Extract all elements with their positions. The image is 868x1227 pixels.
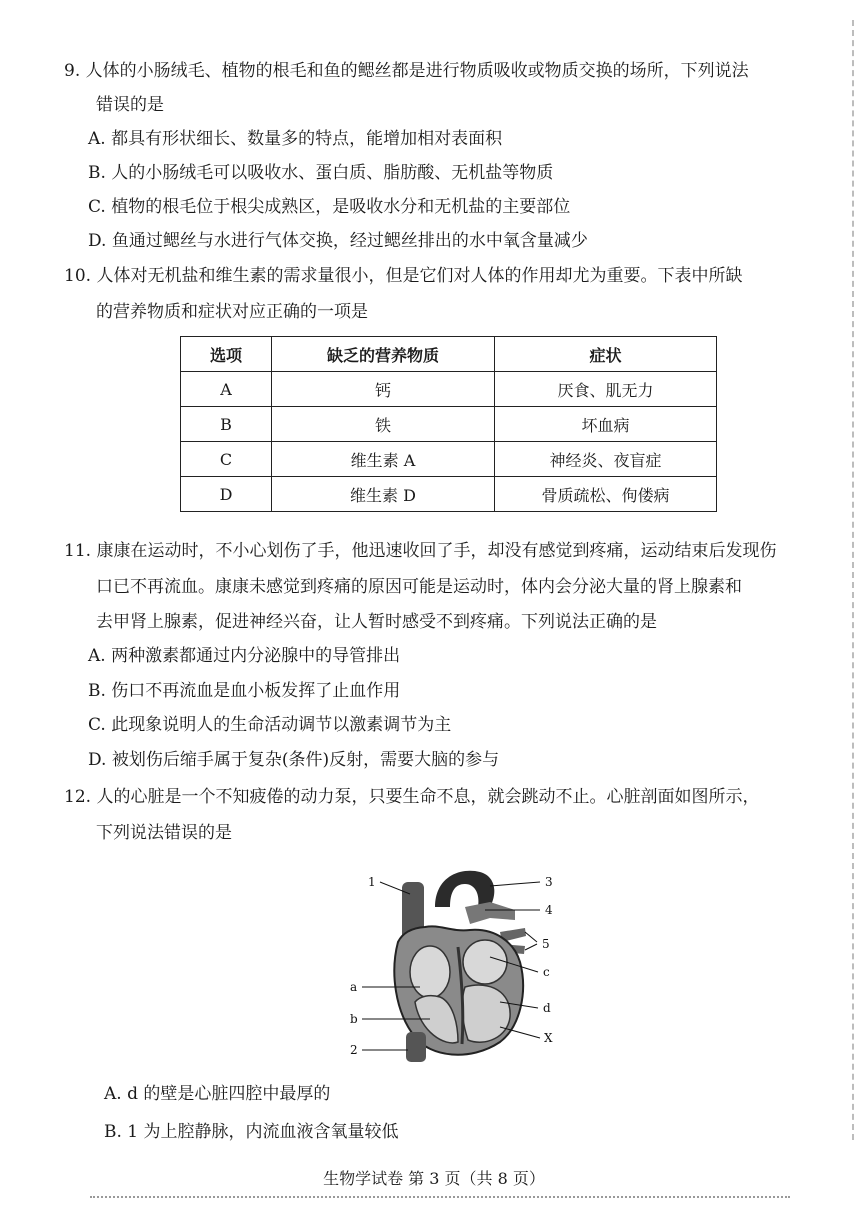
bottom-divider <box>90 1196 790 1202</box>
q9-option-d: D. 鱼通过鳃丝与水进行气体交换，经过鳃丝排出的水中氧含量减少 <box>88 231 588 251</box>
q10-stem-line1: 10. 人体对无机盐和维生素的需求量很小，但是它们对人体的作用却尤为重要。下表中所缺 <box>64 266 743 286</box>
table-cell: B <box>181 407 272 442</box>
q11-stem-line3: 去甲肾上腺素，促进神经兴奋，让人暂时感受不到疼痛。下列说法正确的是 <box>96 612 657 632</box>
q11-option-c: C. 此现象说明人的生命活动调节以激素调节为主 <box>88 715 452 735</box>
label-x: X <box>544 1031 553 1045</box>
q10-stem-line2: 的营养物质和症状对应正确的一项是 <box>96 302 368 322</box>
label-4: 4 <box>545 903 553 917</box>
table-header-nutrient: 缺乏的营养物质 <box>272 337 495 372</box>
table-cell: 铁 <box>272 407 495 442</box>
q12-stem-line1: 12. 人的心脏是一个不知疲倦的动力泵，只要生命不息，就会跳动不止。心脏剖面如图所示， <box>64 787 760 807</box>
q11-option-b: B. 伤口不再流血是血小板发挥了止血作用 <box>88 681 401 701</box>
label-1: 1 <box>368 875 376 889</box>
aorta-arch <box>435 871 494 907</box>
q9-option-a: A. 都具有形状细长、数量多的特点，能增加相对表面积 <box>88 129 503 149</box>
q9-option-b: B. 人的小肠绒毛可以吸收水、蛋白质、脂肪酸、无机盐等物质 <box>88 163 554 183</box>
label-a: a <box>350 980 358 994</box>
heart-cross-section-figure <box>340 862 570 1067</box>
table-cell: 维生素 D <box>272 477 495 512</box>
table-cell: 厌食、肌无力 <box>495 372 717 407</box>
page-edge <box>846 20 854 1140</box>
table-row <box>181 477 717 512</box>
label-c: c <box>543 965 550 979</box>
q11-stem-line2: 口已不再流血。康康未感觉到疼痛的原因可能是运动时，体内会分泌大量的肾上腺素和 <box>96 577 742 597</box>
q12-option-a: A. d 的壁是心脏四腔中最厚的 <box>104 1084 331 1104</box>
right-atrium <box>410 946 450 998</box>
left-atrium <box>463 940 507 984</box>
q9-stem-line1: 9. 人体的小肠绒毛、植物的根毛和鱼的鳃丝都是进行物质吸收或物质交换的场所，下列说法 <box>64 61 749 81</box>
table-row <box>181 442 717 477</box>
q9-stem-line2: 错误的是 <box>96 95 164 115</box>
label-3: 3 <box>545 875 553 889</box>
label-d: d <box>543 1001 551 1015</box>
table-cell: 维生素 A <box>272 442 495 477</box>
nutrient-table <box>180 336 717 512</box>
table-header-symptom: 症状 <box>495 337 717 372</box>
q11-option-a: A. 两种激素都通过内分泌腺中的导管排出 <box>88 646 401 666</box>
left-ventricle <box>462 985 510 1042</box>
table-row <box>181 372 717 407</box>
q11-stem-line1: 11. 康康在运动时，不小心划伤了手，他迅速收回了手，却没有感觉到疼痛，运动结束后发现伤 <box>64 541 777 561</box>
label-b: b <box>350 1012 358 1026</box>
table-row <box>181 407 717 442</box>
q12-stem-line2: 下列说法错误的是 <box>96 823 232 843</box>
q9-option-c: C. 植物的根毛位于根尖成熟区，是吸收水分和无机盐的主要部位 <box>88 197 571 217</box>
table-cell: 钙 <box>272 372 495 407</box>
label-2: 2 <box>350 1043 358 1057</box>
table-cell: 神经炎、夜盲症 <box>495 442 717 477</box>
table-header-row <box>181 337 717 372</box>
page-footer: 生物学试卷 第 3 页（共 8 页） <box>323 1169 545 1188</box>
table-cell: C <box>181 442 272 477</box>
heart-diagram <box>340 862 570 1067</box>
q11-option-d: D. 被划伤后缩手属于复杂(条件)反射，需要大脑的参与 <box>88 750 500 770</box>
table-header-option: 选项 <box>181 337 272 372</box>
table-cell: 骨质疏松、佝偻病 <box>495 477 717 512</box>
inferior-vena-cava <box>406 1032 426 1062</box>
q12-option-b: B. 1 为上腔静脉，内流血液含氧量较低 <box>104 1122 399 1142</box>
table-cell: A <box>181 372 272 407</box>
table-cell: D <box>181 477 272 512</box>
label-5: 5 <box>542 937 550 951</box>
pulmonary-artery <box>465 902 515 924</box>
table-cell: 坏血病 <box>495 407 717 442</box>
